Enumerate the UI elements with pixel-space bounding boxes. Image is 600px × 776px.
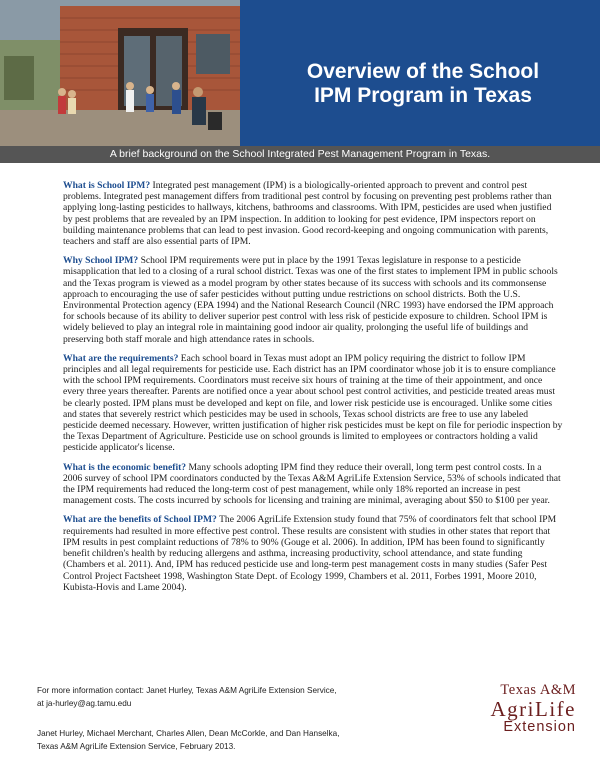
section-body: Integrated pest management (IPM) is a biologically-oriented approach to prevent and control pest problems. Integrated pest management differs from traditional pest control by focusing on preventing pest problems rather than applying long-lasting pesticides to hallways, kitchens, bathrooms and classrooms. With IPM, pesticides are used when justified by pest problems that are revealed by an IPM inspection. In addition to looking for pest evidence, IPM inspectors report on building maintenance problems that can lead to pest invasion. Good record-keeping and ongoing communication with parents, teachers and staff are also essential parts of IPM. [63, 180, 552, 248]
page-title [258, 60, 588, 108]
section-body: Many schools adopting IPM find they reduce their overall, long term pest control costs. In a 2006 survey of school IPM coordinators conducted by the Texas A&M AgriLife Extension Service, 53% of schools indicated that the IPM requirements had reduced the long-term cost of pest management, while only 18% reported an increase in pest management costs. The costs incurred by schools for licensing and training are minimal, averaging about $50 to $100 per year. [63, 461, 561, 507]
section-benefits [63, 514, 563, 592]
authors-line-1: Janet Hurley, Michael Merchant, Charles Allen, Dean McCorkle, and Dan Hanselka, [37, 729, 340, 738]
section-heading: Why School IPM? [63, 255, 139, 267]
section-economic-benefit [63, 462, 563, 507]
contact-email-line[interactable]: at ja-hurley@ag.tamu.edu [37, 699, 132, 708]
school-entrance-photo [0, 0, 240, 146]
section-what-is-school-ipm [63, 180, 563, 247]
author-credits [37, 728, 417, 753]
section-body: School IPM requirements were put in place by the 1991 Texas legislature in response to a pesticide misapplication that led to a closing of a rural school district. Texas was one of the first states to implement IPM in public schools and the Texas program is viewed as a model program by other states because of its success with schools and its commonsense approach to encouraging the use of safer pesticides without putting undue restrictions on school districts. Both the U.S. Environmental Protection agency (EPA 1994) and the National Research Council (NRC 1993) have endorsed the IPM approach for schools because of its ability to deliver superior pest control with less risk of pesticide exposure to children. School IPM is widely believed to play an integral role in maintaining good indoor air quality, prolonging the useful life of buildings and preserving both staff morale and high attendance rates in schools. [63, 255, 558, 345]
subtitle-band: A brief background on the School Integrated Pest Management Program in Texas. [0, 146, 600, 163]
header-banner [0, 0, 600, 146]
section-why-school-ipm [63, 255, 563, 345]
logo-texas-am: Texas A&M [500, 682, 576, 698]
title-line-2: IPM Program in Texas [314, 84, 532, 107]
section-body: The 2006 AgriLife Extension study found that 75% of coordinators felt that school IPM requirements had resulted in more effective pest control. These results are consistent with studies in other states that report that IPM results in pest complaint reductions of 78% to 90% (Gouge et al. 2006). In addition, IPM has been found to significantly benefit children's health by reducing allergens and asthma, increasing productivity, school attendance, and state funding (Chambers et al. 2011). And, IPM has reduced pesticide use and long-term pest management costs in many studies (Safer Pest Control Project Factsheet 1998, Washington State Dept. of Ecology 1999, Chambers et al. 2011, Forbes 1991, Moore 2010, Kubista-Hovis and Lame 2004). [63, 514, 557, 593]
section-heading: What is School IPM? [63, 180, 151, 191]
logo-agrilife: AgriLife [490, 697, 576, 721]
contact-info [37, 684, 367, 710]
section-heading: What are the requirements? [63, 352, 179, 364]
section-body: Each school board in Texas must adopt an IPM policy requiring the district to follow IPM principles and all legal requirements for pesticide use. Each district has an IPM coordinator whose job it is to ensure compliance with the school IPM requirements. Coordinators must receive six hours of training at the time of their appointment, and once every three years thereafter. Parents are notified once a year about school pest control activities, and pesticide treated areas must be clearly posted. IPM plans must be developed and kept on file, and lower risk pesticide use is encouraged. Unlike some cities and states that severely restrict which pesticides may be used in schools, Texas school districts are free to use any labeled pesticide deemed necessary. However, written justification of higher risk pesticides must be kept on file for periodic inspection by the Texas Department of Agriculture. Pesticide use on school grounds is limited to employees or contractors holding a valid pesticide applicator's license. [63, 352, 563, 454]
section-heading: What is the economic benefit? [63, 461, 187, 473]
logo-extension: Extension [503, 719, 576, 735]
agrilife-extension-logo [430, 682, 576, 738]
contact-line-1: For more information contact: Janet Hurley, Texas A&M AgriLife Extension Service, [37, 686, 337, 695]
main-content [63, 180, 563, 601]
authors-line-2: Texas A&M AgriLife Extension Service, February 2013. [37, 741, 236, 751]
section-heading: What are the benefits of School IPM? [63, 514, 217, 526]
title-line-1: Overview of the School [306, 60, 540, 83]
section-requirements [63, 353, 563, 454]
